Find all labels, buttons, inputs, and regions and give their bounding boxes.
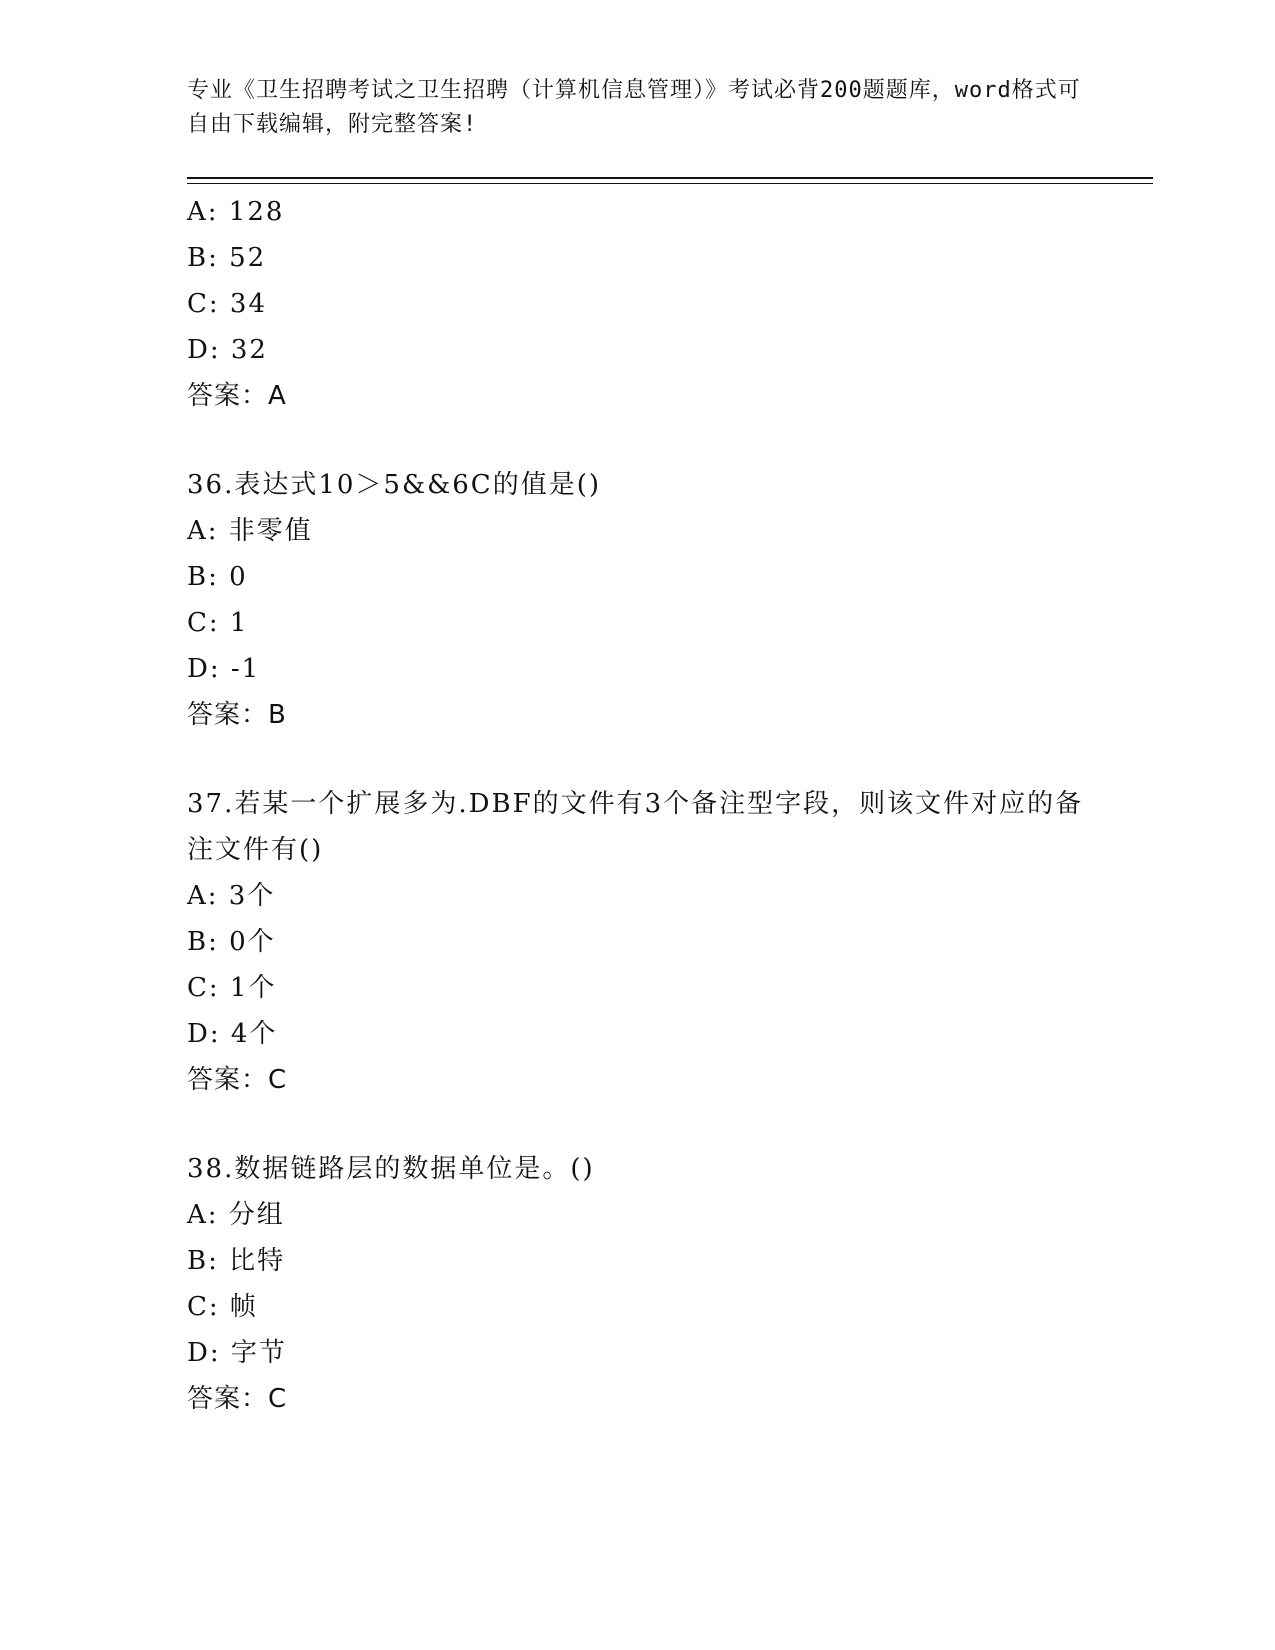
option-c: C: 1	[187, 608, 249, 638]
option-d: D: 32	[187, 335, 268, 365]
question-stem: 36.表达式10＞5&&6C的值是()	[187, 470, 601, 500]
option-c: C: 1个	[187, 973, 277, 1003]
option-b: B: 0	[187, 562, 248, 592]
option-c: C: 34	[187, 289, 268, 319]
option-b: B: 52	[187, 243, 267, 273]
question-list	[187, 189, 1087, 1422]
question-block	[187, 189, 1087, 419]
option-d: D: -1	[187, 654, 261, 684]
question-stem: 37.若某一个扩展多为.DBF的文件有3个备注型字段，则该文件对应的备注文件有()	[187, 789, 1084, 865]
option-a: A: 3个	[187, 881, 276, 911]
question-block	[187, 781, 1087, 1103]
option-d: D: 4个	[187, 1019, 278, 1049]
spacer	[187, 1103, 1087, 1146]
question-block	[187, 462, 1087, 738]
answer-line: 答案：C	[187, 1065, 288, 1095]
option-a: A: 分组	[187, 1200, 285, 1230]
option-a: A: 非零值	[187, 516, 313, 546]
option-a: A: 128	[187, 197, 285, 227]
question-block	[187, 1146, 1087, 1422]
answer-line: 答案：C	[187, 1384, 288, 1414]
header-divider-thick	[187, 177, 1153, 179]
spacer	[187, 738, 1087, 781]
answer-line: 答案：B	[187, 700, 287, 730]
answer-line: 答案：A	[187, 381, 287, 411]
document-title: 专业《卫生招聘考试之卫生招聘（计算机信息管理）》考试必背200题题库，word格式可自由下载编辑，附完整答案!	[187, 78, 1081, 137]
option-c: C: 帧	[187, 1292, 258, 1322]
header-divider-thin	[187, 183, 1153, 184]
option-b: B: 0个	[187, 927, 276, 957]
option-d: D: 字节	[187, 1338, 287, 1368]
spacer	[187, 419, 1087, 462]
option-b: B: 比特	[187, 1246, 286, 1276]
question-stem: 38.数据链路层的数据单位是。()	[187, 1154, 595, 1184]
